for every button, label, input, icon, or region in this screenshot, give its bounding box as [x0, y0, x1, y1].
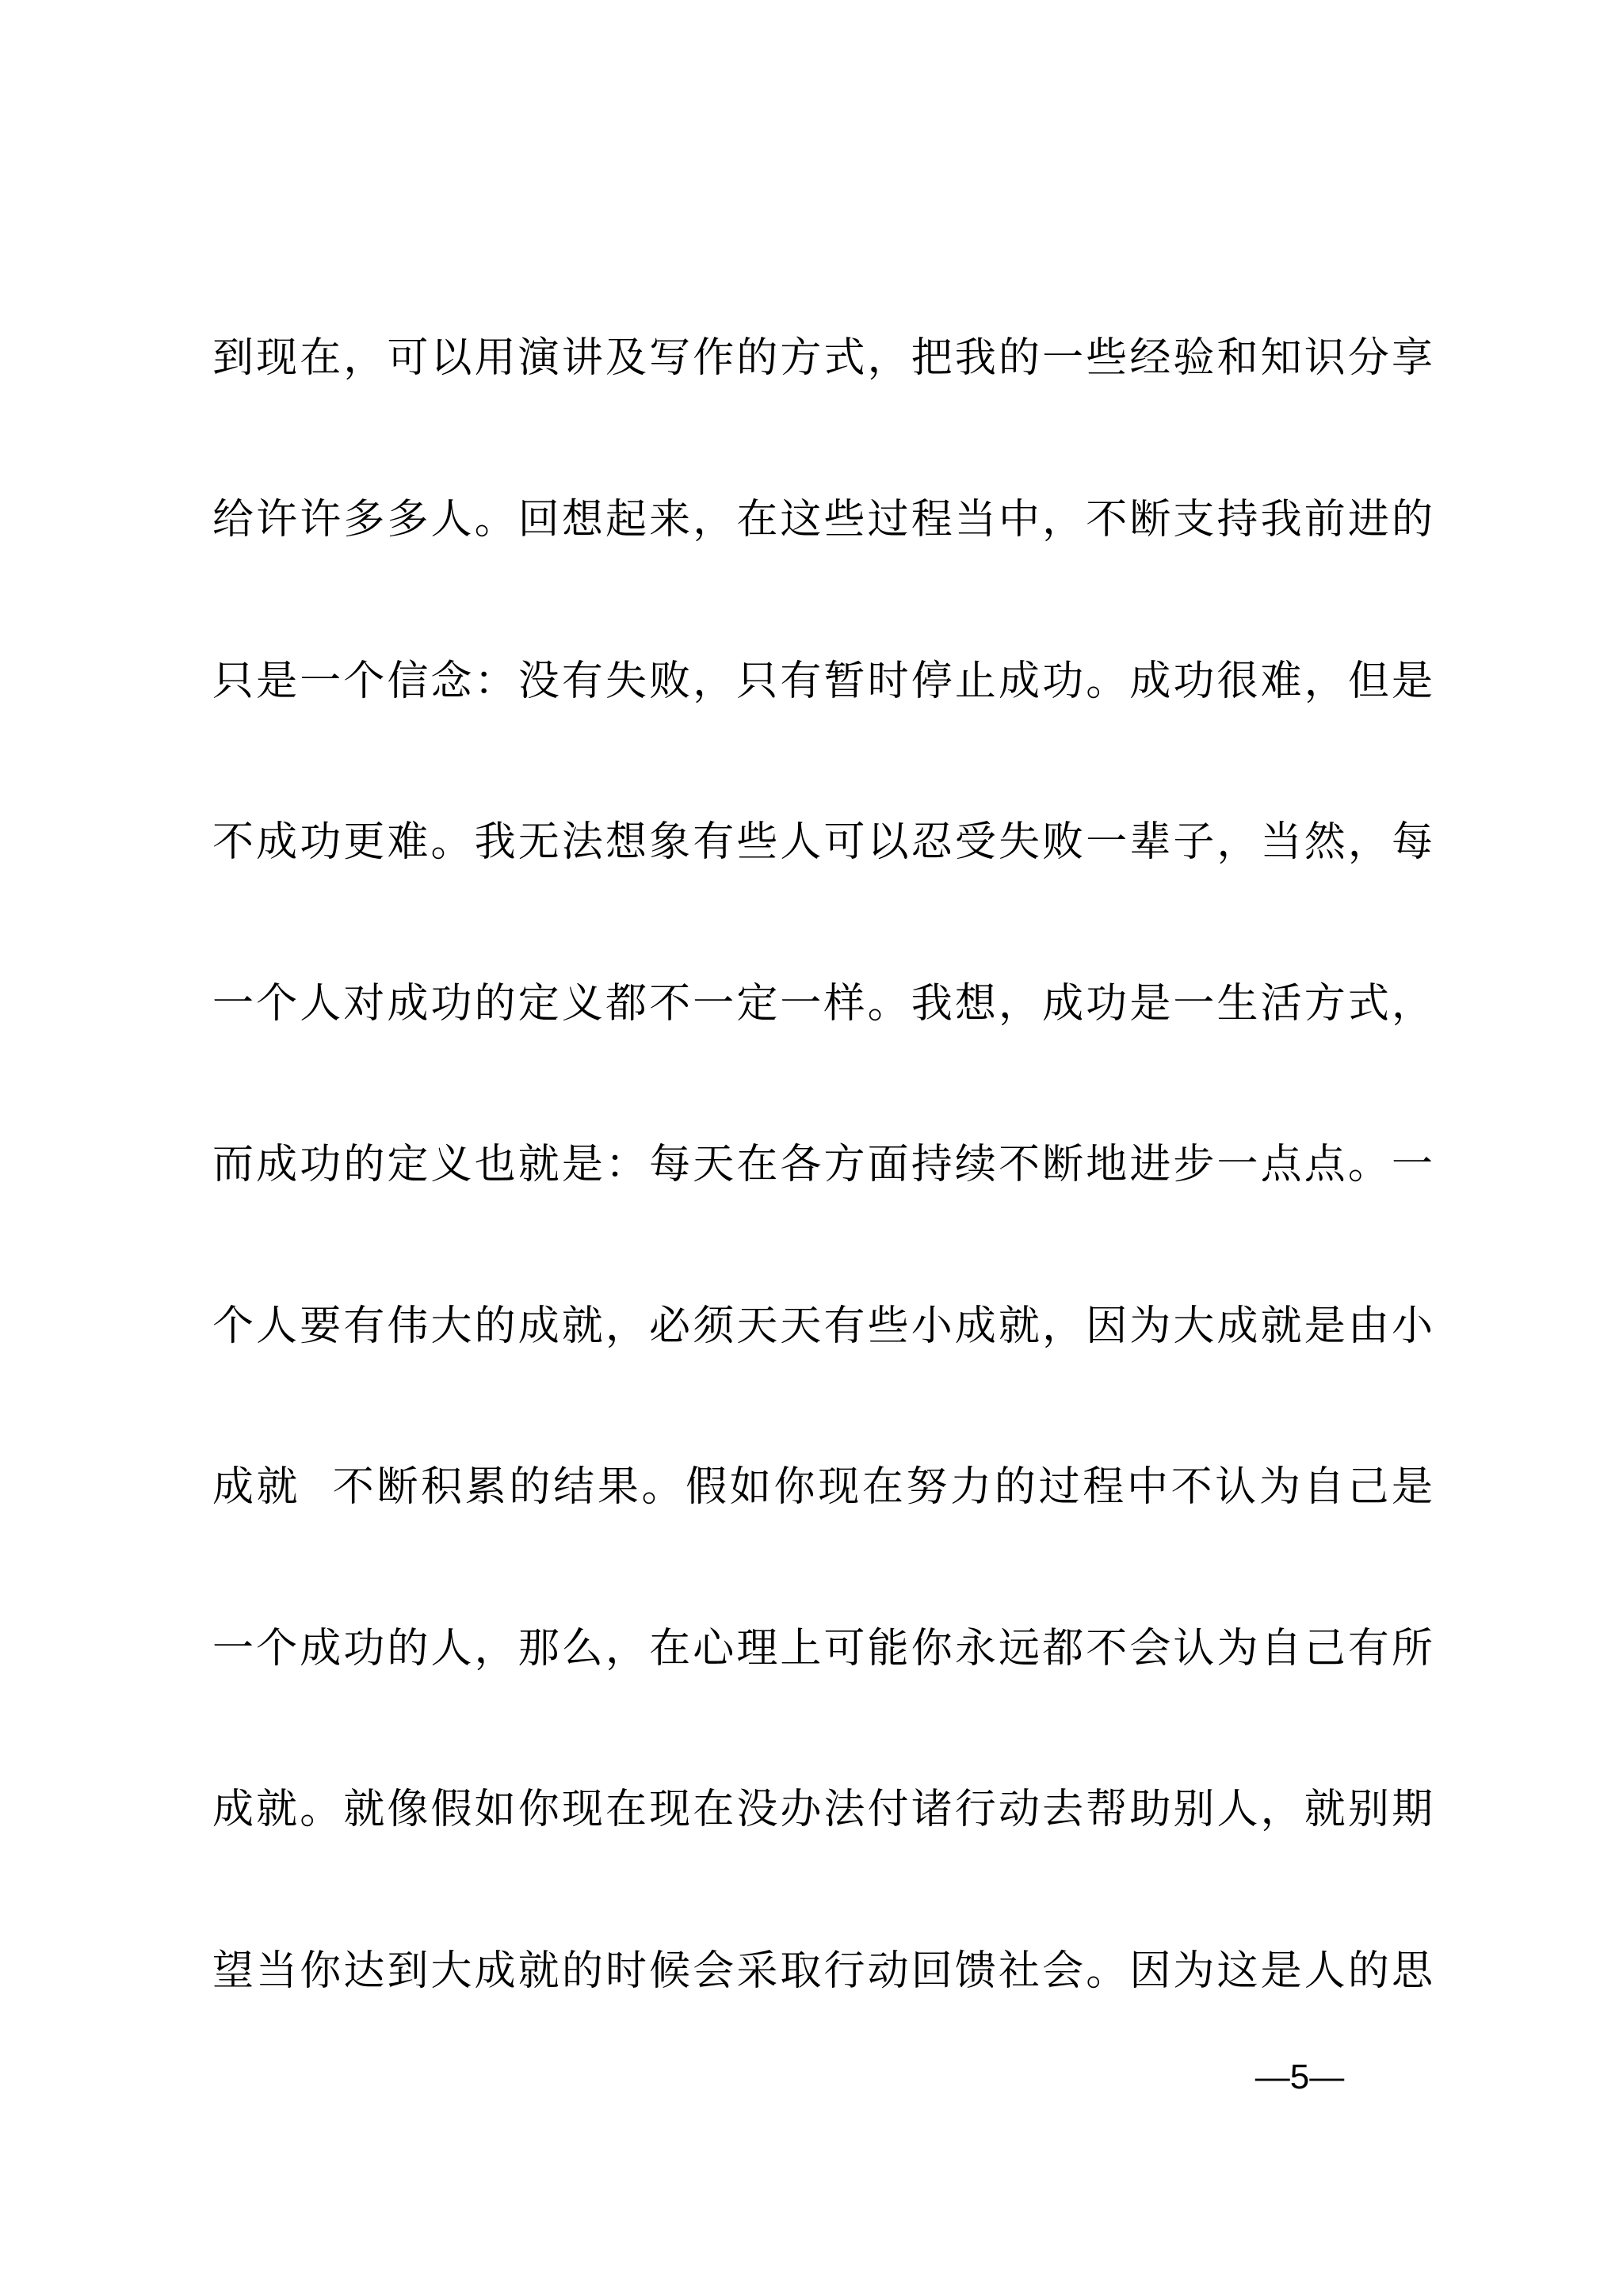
text-line: 一个人对成功的定义都不一定一样。我想，成功是一生活方式，: [212, 980, 1433, 1028]
text-line: 不成功更难。我无法想象有些人可以忍受失败一辈子，当然，每: [212, 818, 1433, 866]
text-line: 望当你达到大成就的时候会采取行动回馈社会。因为这是人的思: [212, 1947, 1433, 1995]
text-line: 只是一个信念：没有失败，只有暂时停止成功。成功很难，但是: [212, 658, 1433, 705]
text-line: 成就。就像假如你现在现在没办法付诸行动去帮助别人，就别期: [212, 1786, 1433, 1833]
text-line: 给许许多多人。回想起来，在这些过程当中，不断支持我前进的: [212, 496, 1433, 543]
text-line: 成就 不断积累的结果。假如你现在努力的过程中不认为自己是: [212, 1463, 1433, 1511]
page-number: —5—: [1254, 2058, 1345, 2096]
text-line: 而成功的定义也就是：每天在各方面持续不断地进步一点点。一: [212, 1141, 1433, 1188]
text-line: 一个成功的人，那么，在心理上可能你永远都不会认为自己有所: [212, 1625, 1433, 1672]
text-line: 到现在，可以用演讲及写作的方式，把我的一些经验和知识分享: [212, 334, 1433, 382]
text-line: 个人要有伟大的成就，必须天天有些小成就，因为大成就是由小: [212, 1302, 1433, 1350]
